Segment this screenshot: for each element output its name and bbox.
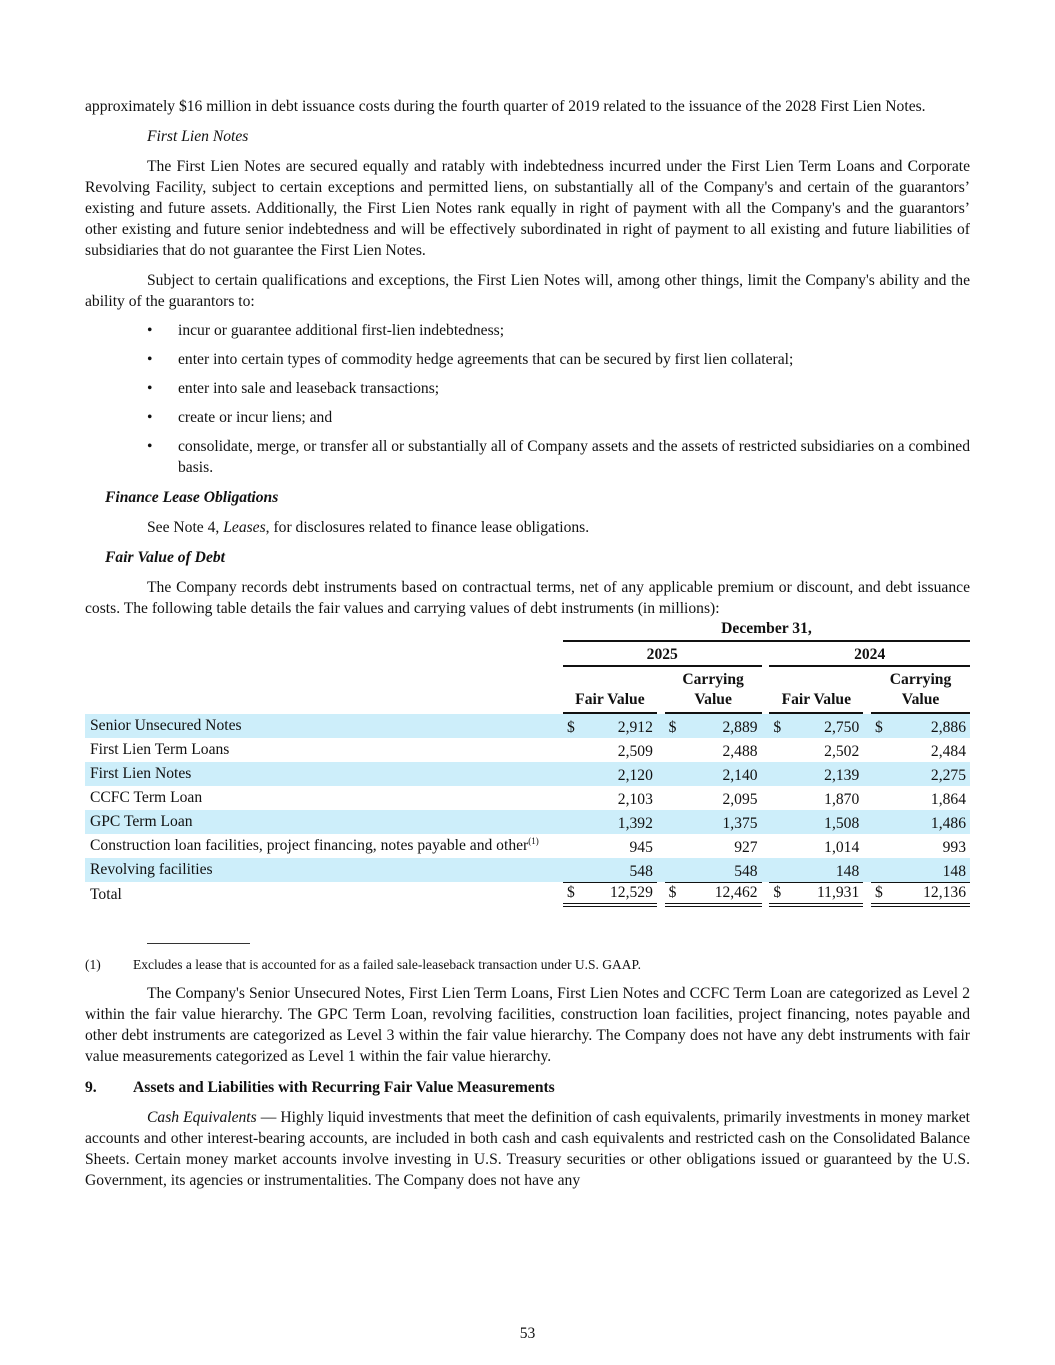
fair-value-hierarchy-paragraph: The Company's Senior Unsecured Notes, First Lien Term Loans, First Lien Notes and CCFC Term Loan are categorized as Level 2 within the fair value hierarchy. The GPC Term Loan, revolving facilities, construction loan facilities, project financing, notes payable and other debt instruments are categorized as Level 3 within the fair value hierarchy. The Company does not have any debt instruments with fair value measurements categorized as Level 1 within the fair value hierarchy.	[85, 985, 970, 1065]
finance-lease-paragraph: See Note 4, Leases, for disclosures related to finance lease obligations.	[147, 519, 590, 536]
footnote-divider	[147, 943, 250, 944]
column-header-carrying-value-2025: Carrying Value	[665, 667, 762, 714]
bullet-icon: •	[147, 351, 153, 368]
table-row: GPC Term Loan 1,392 1,375 1,508 1,486	[85, 810, 970, 834]
table-row: Revolving facilities 548 548 148 148	[85, 858, 970, 882]
finance-lease-heading: Finance Lease Obligations	[105, 489, 279, 506]
bullet-icon: •	[147, 380, 153, 397]
column-header-fair-value-2025: Fair Value	[563, 667, 657, 714]
cash-equivalents-paragraph: Cash Equivalents — Highly liquid investments that meet the definition of cash equivalents, primarily investments in money market accounts and other interest-bearing accounts, are included in both cash and cash equivalents and restricted cash on the Consolidated Balance Sheets. Certain money market accounts involve investing in U.S. Treasury securities or other obligations issued or guaranteed by the U.S. Government, its agencies or instrumentalities. The Company does not have any	[85, 1109, 970, 1189]
document-page	[85, 96, 970, 1191]
list-item: • create or incur liens; and	[147, 409, 333, 426]
first-lien-notes-heading: First Lien Notes	[147, 128, 249, 145]
bullet-icon: •	[147, 409, 153, 426]
column-header-carrying-value-2024: Carrying Value	[871, 667, 970, 714]
table-row: CCFC Term Loan 2,103 2,095 1,870 1,864	[90, 789, 966, 808]
footnote: (1) Excludes a lease that is accounted for as a failed sale-leaseback transaction under U.S. GAAP.	[85, 957, 641, 972]
header-year-2025: 2025	[563, 642, 762, 667]
list-item: • enter into certain types of commodity hedge agreements that can be secured by first lien collateral;	[147, 351, 794, 368]
section-9-heading: 9. Assets and Liabilities with Recurring Fair Value Measurements	[85, 1079, 555, 1096]
limitations-list	[85, 320, 970, 478]
bullet-icon: •	[147, 438, 153, 455]
list-item: • incur or guarantee additional first-lien indebtedness;	[147, 322, 505, 339]
fair-value-debt-paragraph: The Company records debt instruments based on contractual terms, net of any applicable premium or discount, and debt issuance costs. The following table details the fair values and carrying values of debt instruments (in millions):	[85, 579, 970, 617]
intro-continuation: approximately $16 million in debt issuance costs during the fourth quarter of 2019 related to the issuance of the 2028 First Lien Notes.	[85, 98, 926, 115]
footnote-reference: (1)	[528, 836, 539, 846]
column-header-fair-value-2024: Fair Value	[769, 667, 863, 714]
table-total-row: Total $ 12,529 $ 12,462 $ 11,931 $ 12,136	[85, 882, 970, 907]
table-row: First Lien Notes 2,120 2,140 2,139 2,275	[85, 762, 970, 786]
header-year-2024: 2024	[769, 642, 970, 667]
table-header-years	[85, 642, 970, 667]
table-column-headers	[85, 667, 970, 714]
debt-fair-value-table	[85, 619, 970, 907]
first-lien-notes-paragraph: The First Lien Notes are secured equally and ratably with indebtedness incurred under the First Lien Term Loans and Corporate Revolving Facility, subject to certain exceptions and permitted liens, on substantially all of the Company's and certain of the guarantors’ existing and future assets. Additionally, the First Lien Notes rank equally in right of payment with all the Company's and the guarantors’ other existing and future senior indebtedness and will be effectively subordinated in right of payment to all existing and future liabilities of subsidiaries that do not guarantee the First Lien Notes.	[85, 158, 970, 259]
bullet-icon: •	[147, 322, 153, 339]
table-row: Construction loan facilities, project financing, notes payable and other$^{(1)}$ 945 927 1,014 993	[90, 836, 966, 856]
footnote-mark: (1)	[85, 957, 101, 972]
table-header-main	[85, 619, 970, 642]
limitations-intro-paragraph: Subject to certain qualifications and exceptions, the First Lien Notes will, among other things, limit the Company's ability and the ability of the guarantors to:	[85, 272, 970, 310]
header-december-31: December 31,	[563, 619, 970, 642]
list-item: • consolidate, merge, or transfer all or substantially all of Company assets and the assets of restricted subsidiaries on a combined basis.	[147, 438, 970, 476]
fair-value-debt-heading: Fair Value of Debt	[105, 549, 225, 566]
list-item: • enter into sale and leaseback transactions;	[147, 380, 440, 397]
page-number: 53	[519, 1325, 536, 1342]
table-row: First Lien Term Loans 2,509 2,488 2,502 2,484	[90, 741, 966, 760]
table-row: Senior Unsecured Notes $ 2,912 $ 2,889 $ 2,750 $ 2,886	[85, 714, 970, 738]
